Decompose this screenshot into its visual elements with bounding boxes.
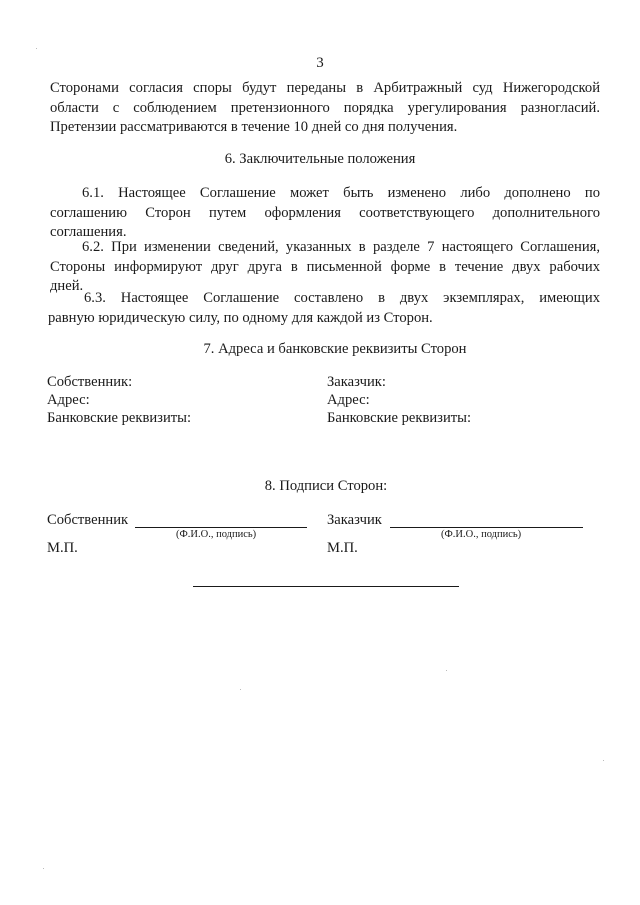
paragraph-line: дней. (50, 278, 84, 294)
scan-speck (240, 689, 241, 690)
customer-signature-label: Заказчик (327, 512, 382, 528)
paragraph-line: равную юридическую силу, по одному для каждой из Сторон. (48, 309, 433, 326)
customer-signature-line (390, 527, 583, 528)
customer-address-label: Адрес: (327, 392, 370, 408)
paragraph-6-3 (48, 289, 600, 328)
closing-rule (193, 586, 459, 587)
intro-line: области с соблюдением претензионного порядка урегулирования разногласий. (50, 99, 600, 116)
scan-speck (43, 868, 44, 869)
customer-label: Заказчик: (327, 374, 386, 390)
owner-address-label: Адрес: (47, 392, 90, 408)
intro-line: Сторонами согласия споры будут переданы в Арбитражный суд Нижегородской (50, 80, 600, 96)
intro-line: Претензии рассматриваются в течение 10 дней со дня получения. (50, 119, 458, 135)
paragraph-line: соглашения. (50, 224, 127, 240)
section-6-title: 6. Заключительные положения (224, 151, 416, 167)
page-number: 3 (316, 55, 324, 71)
paragraph-line: 6.2. При изменении сведений, указанных в разделе 7 настоящего Соглашения, (82, 239, 600, 255)
scan-speck (446, 670, 447, 671)
section-7-title: 7. Адреса и банковские реквизиты Сторон (203, 341, 467, 357)
paragraph-line: 6.1. Настоящее Соглашение может быть изменено либо дополнено по (82, 185, 600, 201)
paragraph-line: Стороны информируют друг друга в письменной форме в течение двух рабочих (50, 258, 600, 275)
owner-label: Собственник: (47, 374, 133, 390)
paragraph-line: соглашению Сторон путем оформления соответствующего дополнительного (50, 204, 600, 221)
owner-bank-label: Банковские реквизиты: (47, 410, 191, 426)
customer-bank-label: Банковские реквизиты: (327, 410, 471, 426)
scan-speck (36, 48, 37, 49)
section-8-title: 8. Подписи Сторон: (264, 478, 388, 494)
paragraph-6-2 (50, 238, 600, 297)
owner-signature-line (135, 527, 307, 528)
paragraph-6-1 (50, 184, 600, 243)
scan-speck (603, 760, 604, 761)
owner-stamp-label: М.П. (47, 540, 78, 556)
owner-signature-label: Собственник (47, 512, 129, 528)
customer-stamp-label: М.П. (327, 540, 358, 556)
owner-signature-caption: (Ф.И.О., подпись) (176, 529, 257, 540)
customer-signature-caption: (Ф.И.О., подпись) (441, 529, 522, 540)
intro-paragraph (50, 79, 600, 138)
paragraph-line: 6.3. Настоящее Соглашение составлено в двух экземплярах, имеющих (84, 290, 600, 306)
